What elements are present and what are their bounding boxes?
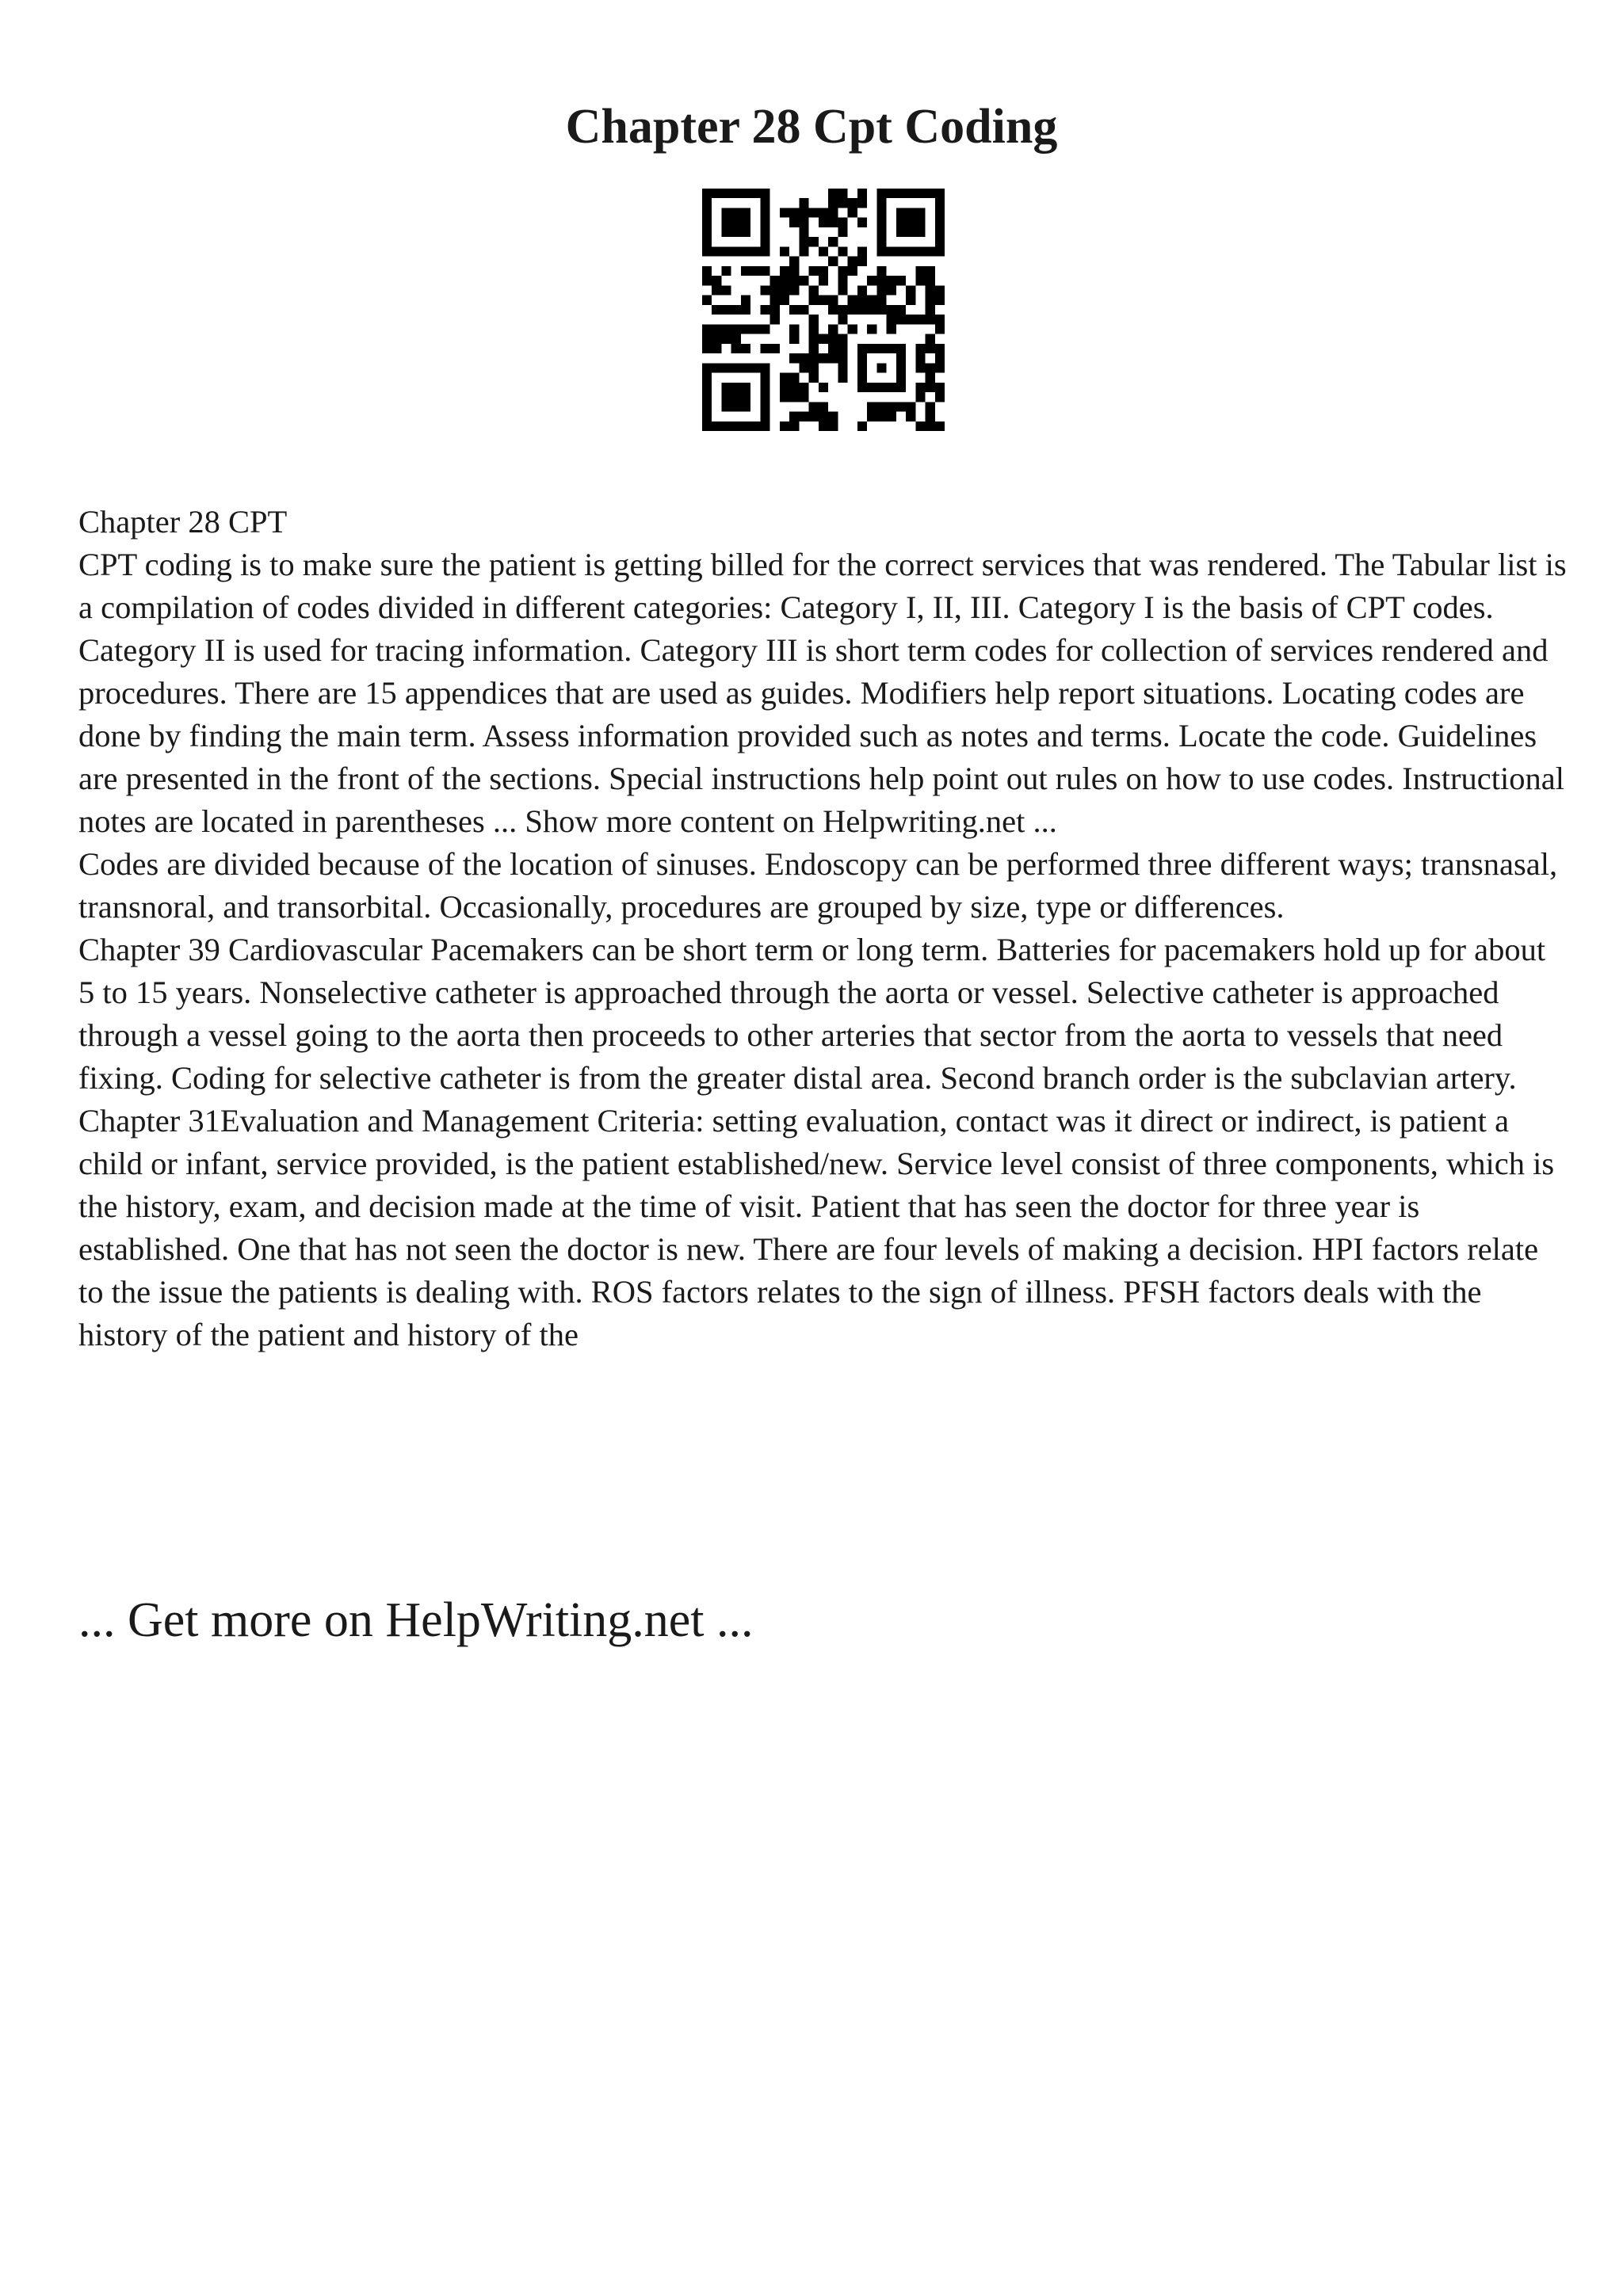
document-body — [78, 501, 1568, 1356]
paragraph: Chapter 39 Cardiovascular Pacemakers can be short term or long term. Batteries for pacemakers hold up for about 5 to 15 years. Nonselective catheter is approached through the aorta or vessel. Selective catheter is approached through a vessel going to the aorta then proceeds to other arteries that sector from the aorta to vessels that need fixing. Coding for selective catheter is from the greater distal area. Second branch order is the subclavian artery. — [78, 932, 1546, 1096]
paragraph: Codes are divided because of the location of sinuses. Endoscopy can be performed three different ways; transnasal, transnoral, and transorbital. Occasionally, procedures are grouped by size, type or differences. — [78, 846, 1558, 925]
qr-code-graphic — [702, 189, 945, 431]
get-more-link[interactable]: ... Get more on HelpWriting.net ... — [78, 1593, 754, 1647]
paragraph: CPT coding is to make sure the patient is getting billed for the correct services that was rendered. The Tabular list is a compilation of codes divided in different categories: Category I, II, III. Category I is the basis of CPT codes. Category II is used for tracing information. Category III is short term codes for collection of services rendered and procedures. There are 15 appendices that are used as guides. Modifiers help report situations. Locating codes are done by finding the main term. Assess information provided such as notes and terms. Locate the code. Guidelines are presented in the front of the sections. Special instructions help point out rules on how to use codes. Instructional notes are located in parentheses ... Show more content on Helpwriting.net ... — [78, 547, 1567, 839]
section-heading: Chapter 28 CPT — [78, 504, 288, 540]
qr-code-icon[interactable] — [702, 189, 945, 431]
paragraph: Chapter 31Evaluation and Management Criteria: setting evaluation, contact was it direct or indirect, is patient a child or infant, service provided, is the patient established/new. Service level consist of three components, which is the history, exam, and decision made at the time of visit. Patient that has seen the doctor for three year is established. One that has not seen the doctor is new. There are four levels of making a decision. HPI factors relate to the issue the patients is dealing with. ROS factors relates to the sign of illness. PFSH factors deals with the history of the patient and history of the — [78, 1103, 1555, 1352]
page-title: Chapter 28 Cpt Coding — [565, 100, 1058, 154]
